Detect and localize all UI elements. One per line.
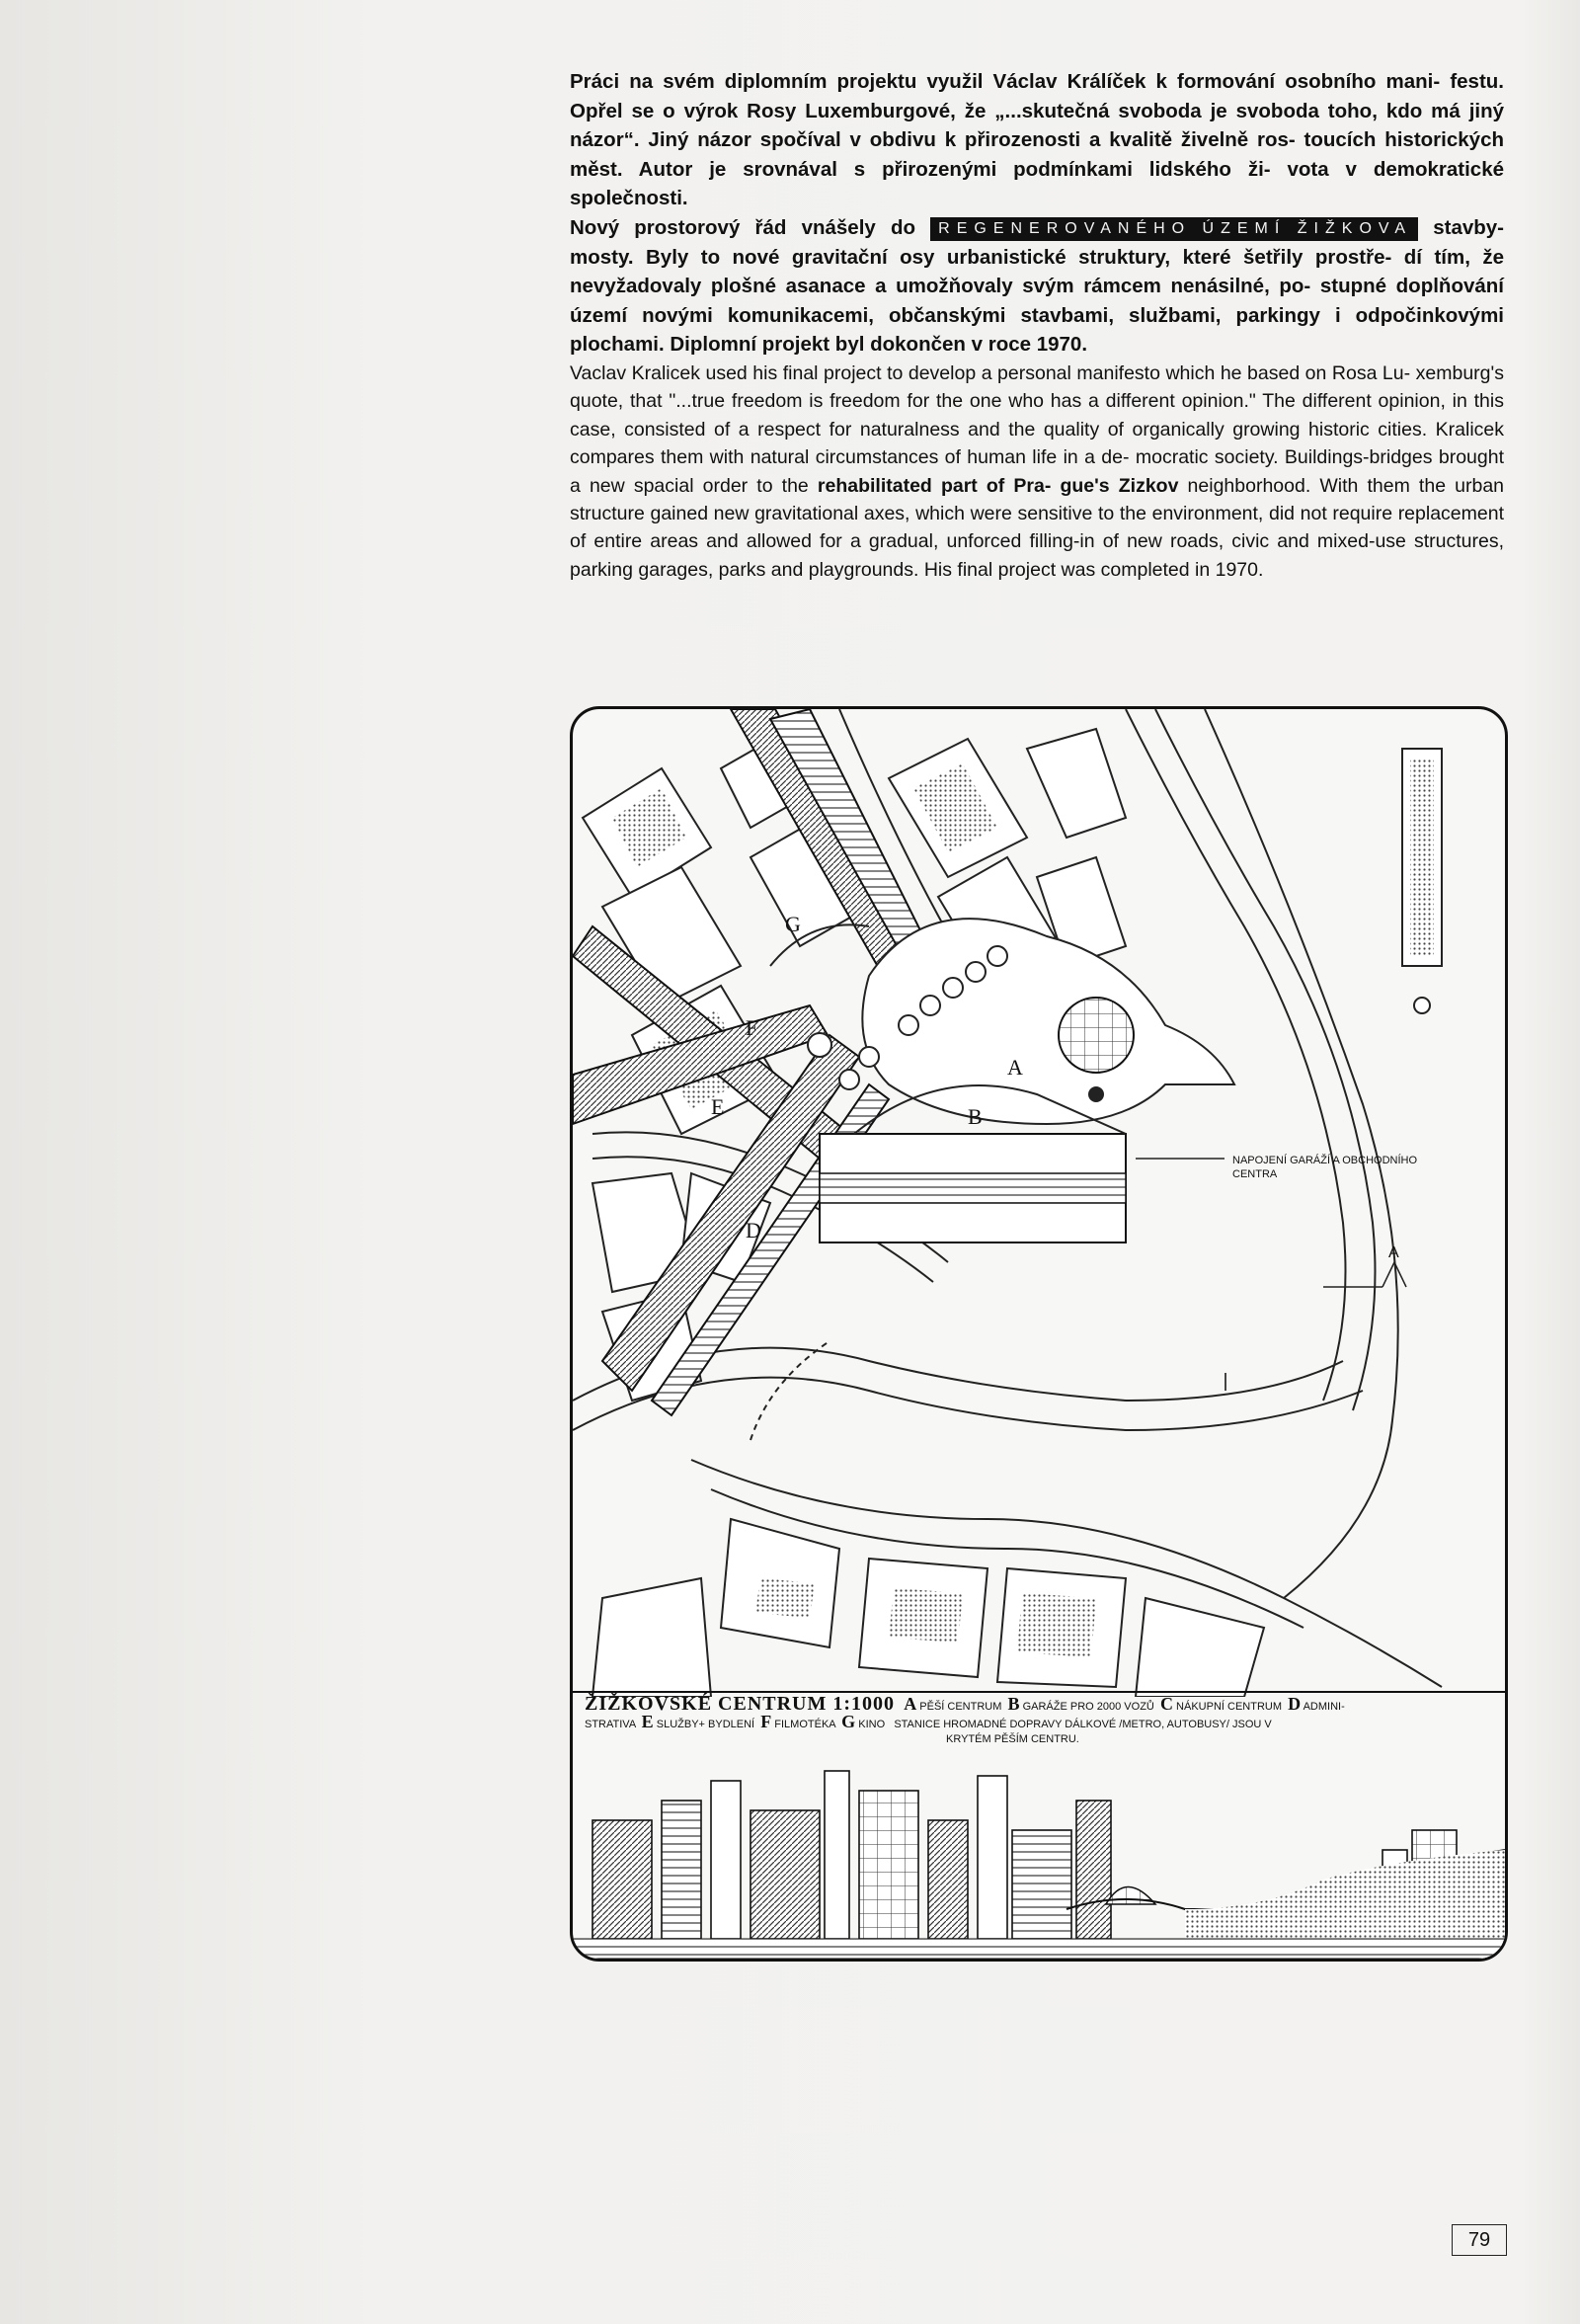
legend-key: G [841,1712,856,1731]
highlight-label: REGENEROVANÉHO ÚZEMÍ ŽIŽKOVA [930,217,1418,241]
en-bold: gue's Zizkov [1060,474,1179,497]
label-d: D [746,1218,761,1242]
legend-item: ADMINI- [1303,1701,1345,1713]
legend-item: KRYTÉM PĚŠÍM CENTRU. [946,1733,1079,1745]
cz-line: parkingy i odpočinkovými plochami. Diplomní projekt byl dokončen v roce 1970. [570,303,1504,357]
legend-item: STRATIVA [585,1719,636,1730]
czech-paragraph [570,67,1504,360]
legend-key: F [760,1712,772,1731]
legend-line-2 [585,1712,1493,1732]
site-plan-figure [570,706,1508,1962]
legend-key: C [1159,1694,1173,1714]
en-bold: rehabilitated part of Pra- [817,474,1052,497]
garage-ramp [820,1173,1126,1203]
label-e: E [711,1094,725,1119]
site-plan-drawing [573,709,1505,1697]
legend-item: SLUŽBY+ BYDLENÍ [656,1719,755,1730]
en-line: different opinion, in this case, consisted of a respect for naturalness and the quality of organically [570,390,1504,441]
section-elevation [573,1761,1505,1959]
section-mark: A [1388,1244,1399,1261]
legend-item: FILMOTÉKA [774,1719,836,1730]
legend [585,1693,1493,1766]
en-line: and playgrounds. His final project was completed in 1970. [770,558,1264,581]
cz-line: festu. Opřel se o výrok Rosy Luxemburgové, že „...skutečná svoboda je svoboda toho, [570,70,1504,122]
cz-line: Nový prostorový řád vnášely do [570,215,931,239]
cz-line: dí tím, že nevyžadovaly plošné asanace a umožňovaly svým rámcem nenásilné, po- [570,245,1504,298]
en-line: Vaclav Kralicek used his final project to develop a personal manifesto which he based on Rosa Lu- [570,361,1411,384]
annotation-line-2: CENTRA [1232,1168,1278,1180]
margin-mark [1224,1373,1226,1391]
dome-building [1059,998,1134,1073]
legend-item: STANICE HROMADNÉ DOPRAVY DÁLKOVÉ /METRO, AUTOBUSY/ JSOU V [894,1719,1272,1730]
legend-item: NÁKUPNÍ CENTRUM [1176,1701,1282,1713]
cz-line: stavby-mosty. Byly to nové gravitační osy urbanistické struktury, které šetřily prostře- [570,215,1504,269]
legend-item: PĚŠÍ CENTRUM [919,1701,1002,1713]
english-paragraph [570,360,1504,584]
en-line: xemburg's quote, that "...true freedom is freedom for the one who has a different opinion." The [570,361,1504,413]
strip-marker [1414,998,1430,1013]
annotation-line-1: NAPOJENÍ GARÁŽÍ A OBCHODNÍHO [1232,1155,1418,1166]
en-line: neighborhood. With them the urban structure gained new gravitational axes, which [570,474,1505,524]
en-line: growing historic cities. Kralicek compares them with natural circumstances of human life in a de- [570,418,1504,469]
cz-line: Práci na svém diplomním projektu využil Václav Králíček k formování osobního mani- [570,70,1441,93]
cz-line: vota v demokratické společnosti. [570,157,1504,210]
legend-key: A [904,1694,917,1714]
cz-line: stupné doplňování území novými komunikacemi, občanskými stavbami, službami, [570,275,1504,327]
label-f: F [746,1015,758,1040]
page-number: 79 [1452,2224,1507,2256]
label-b: B [968,1104,983,1129]
legend-key: E [641,1712,654,1731]
cz-line: kdo má jiný názor“. Jiný názor spočíval v obdivu k přirozenosti a kvalitě živelně ros- [570,99,1505,152]
en-line: were sensitive to the environment, did not require replacement of entire areas and allowed for [570,502,1504,553]
legend-title: ŽIŽKOVSKÉ CENTRUM 1:1000 [585,1693,896,1715]
label-a: A [1007,1055,1023,1080]
legend-item: KINO [858,1719,886,1730]
en-line: a gradual, unforced filling-in of new roads, civic and mixed-use structures, parking garages, parks [570,530,1505,581]
legend-line-1 [585,1693,1493,1715]
strip-building-fill [1410,759,1434,956]
label-g: G [785,912,801,936]
legend-item: GARÁŽE PRO 2000 VOZŮ [1022,1701,1154,1713]
legend-key: B [1007,1694,1020,1714]
legend-key: D [1288,1694,1302,1714]
dome-base [1088,1086,1104,1102]
section-ground [573,1939,1505,1959]
cz-line: toucích historických měst. Autor je srovnával s přirozenými podmínkami lidského ži- [570,128,1504,181]
en-line: mocratic society. Buildings-bridges brought a new spacial order to the [570,446,1504,497]
text-block [570,67,1504,584]
legend-line-3 [585,1732,1493,1747]
